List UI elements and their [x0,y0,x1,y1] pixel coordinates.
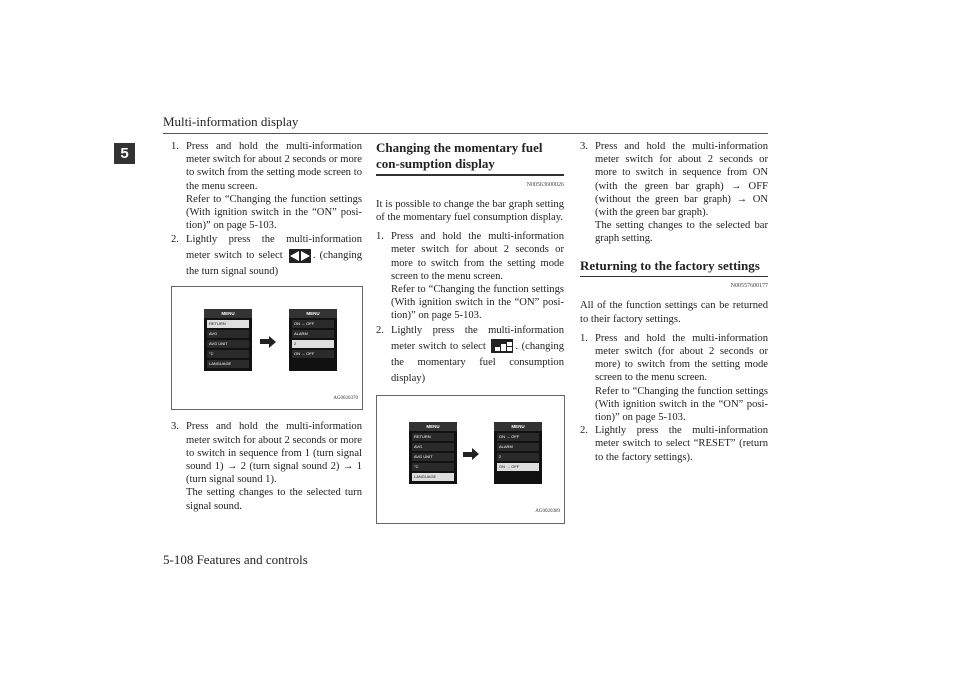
col3-step-3: 3. Press and hold the multi-information meter switch for about 2 seconds or more to switch in sequence from ON (with the green bar graph) → OFF (without the green bar graph) → ON (with the green bar graph). The setting changes to the selected bar graph setting. [580,141,768,245]
col3-step3-note: The setting changes to the selected bar graph setting. [595,220,768,245]
page-footer: 5-108 Features and controls [163,552,308,567]
col1-step-1: 1. Press and hold the multi-information meter switch for about 2 seconds or more to switch from the setting mode screen to the menu screen. Refer to “Changing the function settings (With ignition switch in the “ON” posi-tion)” on page 5-103. [171,141,362,232]
figure-code: AG0020389 [535,509,560,515]
col2-step1-ref: Refer to “Changing the function settings (With ignition switch in the “ON” posi-tion)” on page 5-103. [391,283,564,322]
turn-signal-icon [289,249,311,263]
col3-step-1: 1. Press and hold the multi-information meter switch (for about 2 seconds or more) to switch from the setting mode screen to the menu screen. Refer to “Changing the function settings (With ignition switch in the “ON” posi-tion)” on page 5-103. [580,332,768,423]
column-1 [171,140,362,513]
col1-step-3: 3. Press and hold the multi-information meter switch for about 2 seconds or more to switch in sequence from 1 (turn signal sound 1) → 2 (turn signal sound 2) → 1 (turn signal sound 1). The setting changes to the selected turn signal sound. [171,421,362,512]
page-header-title: Multi-information display [163,114,299,129]
menu-screen-left: MENU RETURN AVG AVG UNIT °C LANGUAGE [409,422,457,484]
section-code: N00563600026 [526,181,564,188]
col3-step-2: 2. Lightly press the multi-information meter switch to select “RESET” (return to the factory settings). [580,425,768,463]
heading-rule [580,276,768,278]
figure-turn-signal-menu [171,286,363,410]
col3-step1-ref: Refer to “Changing the function settings (With ignition switch in the “ON” posi-tion)” on page 5-103. [595,385,768,423]
column-3 [580,140,768,464]
menu-screen-right: MENU ON → OFF ALARM 2 ON → OFF [494,422,542,484]
col1-step3-note: The setting changes to the selected turn signal sound. [186,487,362,512]
figure-code: AG0020370 [333,396,358,402]
col3-intro: All of the function settings can be returned to their factory settings. [580,300,768,325]
col1-step-2: 2. Lightly press the multi-information meter switch to select . (changing the turn signal sound) [171,234,362,278]
col2-intro: It is possible to change the bar graph setting of the momentary fuel consumption display. [376,198,564,223]
menu-screen-right: MENU ON → OFF ALARM 2 ON → OFF [289,309,337,371]
section-code: N00557600177 [730,283,768,290]
chapter-tab: 5 [114,143,135,164]
right-arrow-icon [463,452,473,457]
col2-step-1: 1. Press and hold the multi-information meter switch for about 2 seconds or more to switch from the setting mode screen to the menu screen. Refer to “Changing the function settings (With ignition switch in the “ON” posi-tion)” on page 5-103. [376,231,564,322]
column-2 [376,140,564,524]
col1-step1-ref: Refer to “Changing the function settings (With ignition switch in the “ON” posi-tion)” on page 5-103. [186,193,362,232]
heading-rule [376,174,564,176]
fuel-bar-icon [491,339,513,353]
right-arrow-icon [260,339,270,344]
section-heading-fuel: Changing the momentary fuel con-sumption display [376,140,543,171]
col2-step-2: 2. Lightly press the multi-information meter switch to select . (changing the momentary fuel consumption display) [376,324,564,384]
figure-fuel-menu [376,395,565,524]
menu-screen-left: MENU RETURN AVG AVG UNIT °C LANGUAGE [204,309,252,371]
section-heading-factory: Returning to the factory settings [580,257,760,273]
header-rule [163,133,768,134]
